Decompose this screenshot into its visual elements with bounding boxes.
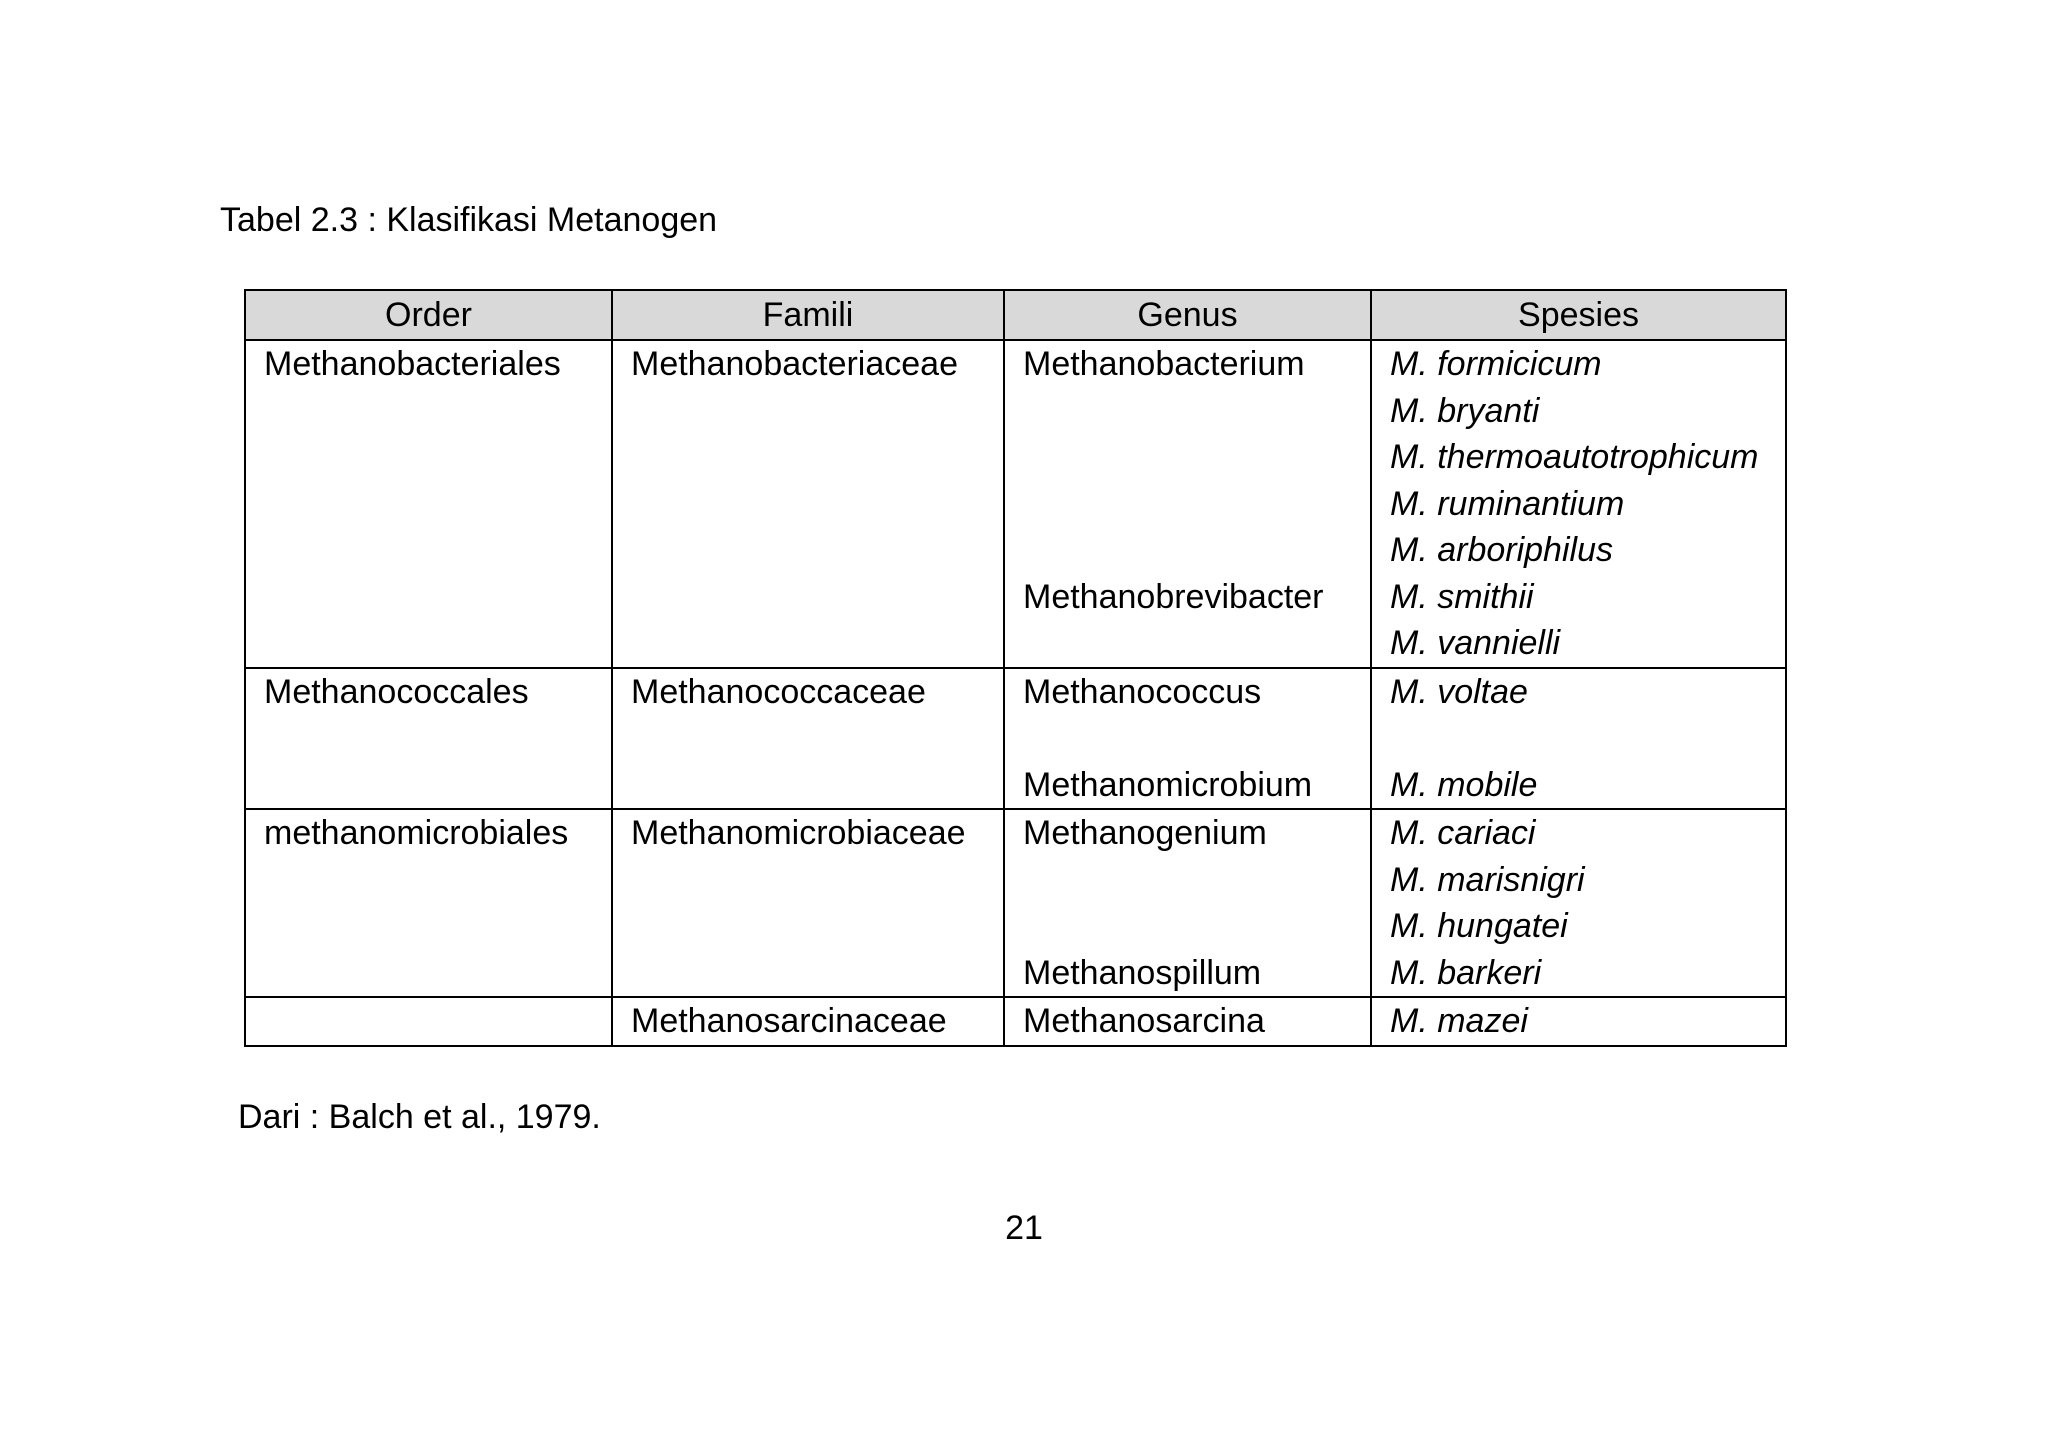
species-name: M. bryanti [1390,391,1540,430]
spesies-cell [1371,668,1786,810]
species-name: M. formicicum [1390,345,1602,383]
order-name: methanomicrobiales [264,814,569,852]
order-cell [245,809,612,997]
species-name: M. arboriphilus [1390,531,1613,569]
famili-name: Methanobacteriaceae [631,345,959,383]
order-name [264,998,605,1045]
header-order: Order [245,290,612,340]
genus-cell [1004,997,1371,1046]
table-caption: Tabel 2.3 : Klasifikasi Metanogen [220,201,718,239]
header-spesies: Spesies [1371,290,1786,340]
famili-name: Methanomicrobiaceae [631,814,966,852]
species-name: M. marisnigri [1390,860,1585,899]
species-name: M. voltae [1390,672,1528,711]
genus-name: Methanogenium [1023,814,1267,852]
order-cell [245,997,612,1046]
species-name: M. mazei [1390,1002,1528,1040]
table-row [245,809,1786,997]
species-name: M. ruminantium [1390,484,1625,523]
famili-cell [612,997,1004,1046]
species-name: M. cariaci [1390,814,1536,852]
species-name: M. mobile [1390,765,1538,804]
header-genus: Genus [1004,290,1371,340]
classification-table [244,289,1787,1047]
spesies-cell [1371,340,1786,668]
species-name: M. thermoautotrophicum [1390,438,1759,476]
table-row [245,997,1786,1046]
header-famili: Famili [612,290,1004,340]
genus-cell [1004,668,1371,810]
spesies-cell [1371,997,1786,1046]
order-name: Methanobacteriales [264,345,561,383]
genus-cell [1004,809,1371,997]
order-cell [245,668,612,810]
table-row [245,340,1786,668]
famili-cell [612,809,1004,997]
genus-name: Methanomicrobium [1023,765,1313,804]
species-name: M. barkeri [1390,953,1542,992]
species-name: M. smithii [1390,577,1534,616]
genus-name: Methanosarcina [1023,1002,1265,1040]
famili-name: Methanococcaceae [631,672,926,711]
genus-name: Methanococcus [1023,672,1262,711]
genus-name: Methanobrevibacter [1023,577,1324,616]
famili-cell [612,340,1004,668]
species-name: M. hungatei [1390,907,1568,945]
famili-name: Methanosarcinaceae [631,1002,947,1040]
table-row [245,668,1786,810]
species-name: M. vannielli [1390,624,1561,662]
famili-cell [612,668,1004,810]
order-cell [245,340,612,668]
genus-name: Methanospillum [1023,953,1262,992]
page-number: 21 [1005,1209,1043,1247]
table-header-row [245,290,1786,340]
genus-cell [1004,340,1371,668]
spesies-cell [1371,809,1786,997]
order-name: Methanococcales [264,672,529,711]
genus-name: Methanobacterium [1023,345,1305,383]
source-note: Dari : Balch et al., 1979. [238,1098,601,1136]
